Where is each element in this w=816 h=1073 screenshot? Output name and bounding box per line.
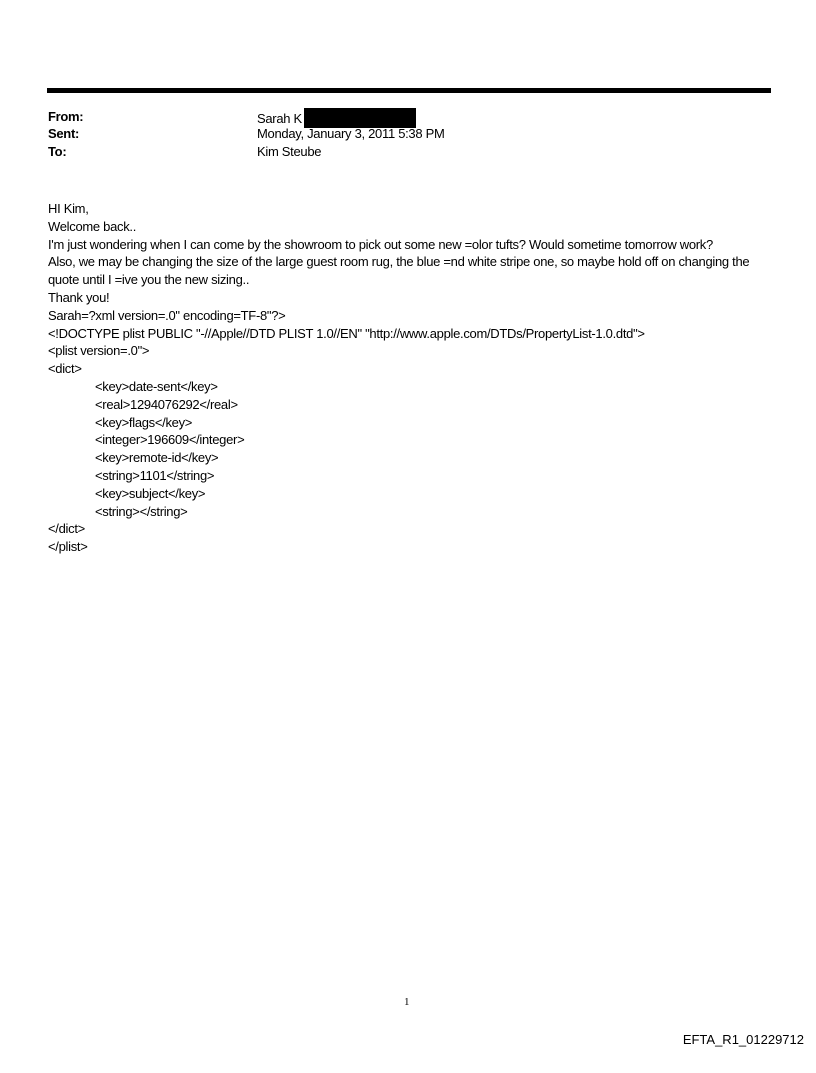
body-line: <plist version=.0">	[48, 343, 150, 359]
to-value: Kim Steube	[257, 144, 322, 159]
plist-line: <integer>196609</integer>	[95, 432, 245, 448]
body-line: </dict>	[48, 521, 85, 537]
from-value: Sarah K	[257, 111, 302, 126]
body-line: I'm just wondering when I can come by the showroom to pick out some new =olor tufts? Would sometime tomorrow work?	[48, 236, 713, 252]
page-number: 1	[404, 996, 410, 1008]
plist-line: <real>1294076292</real>	[95, 396, 238, 412]
body-line: Welcome back..	[48, 218, 137, 234]
plist-line: <key>subject</key>	[95, 485, 206, 501]
body-line: HI Kim,	[48, 201, 89, 216]
body-line: </plist>	[48, 539, 88, 555]
to-label: To:	[48, 144, 67, 159]
document-id: EFTA_R1_01229712	[682, 1032, 804, 1047]
body-line: <dict>	[48, 361, 82, 377]
sent-label: Sent:	[48, 126, 80, 141]
plist-line: <string>1101</string>	[95, 467, 215, 483]
body-line: <!DOCTYPE plist PUBLIC "-//Apple//DTD PLIST 1.0//EN" "http://www.apple.com/DTDs/PropertyList-1.0.dtd">	[48, 325, 645, 341]
sent-value: Monday, January 3, 2011 5:38 PM	[257, 126, 445, 141]
body-line: Thank you!	[48, 289, 110, 305]
plist-line: <key>date-sent</key>	[95, 378, 218, 394]
from-label: From:	[48, 109, 84, 124]
plist-line: <string></string>	[95, 503, 188, 519]
header-rule	[47, 88, 771, 93]
body-line: Sarah=?xml version=.0" encoding=TF-8"?>	[48, 307, 286, 323]
plist-line: <key>remote-id</key>	[95, 450, 219, 466]
message-body	[48, 200, 768, 556]
body-line: Also, we may be changing the size of the large guest room rug, the blue =nd white stripe one, so maybe hold off on changing the quote until I =ive you the new sizing..	[48, 254, 753, 288]
plist-line: <key>flags</key>	[95, 414, 193, 430]
